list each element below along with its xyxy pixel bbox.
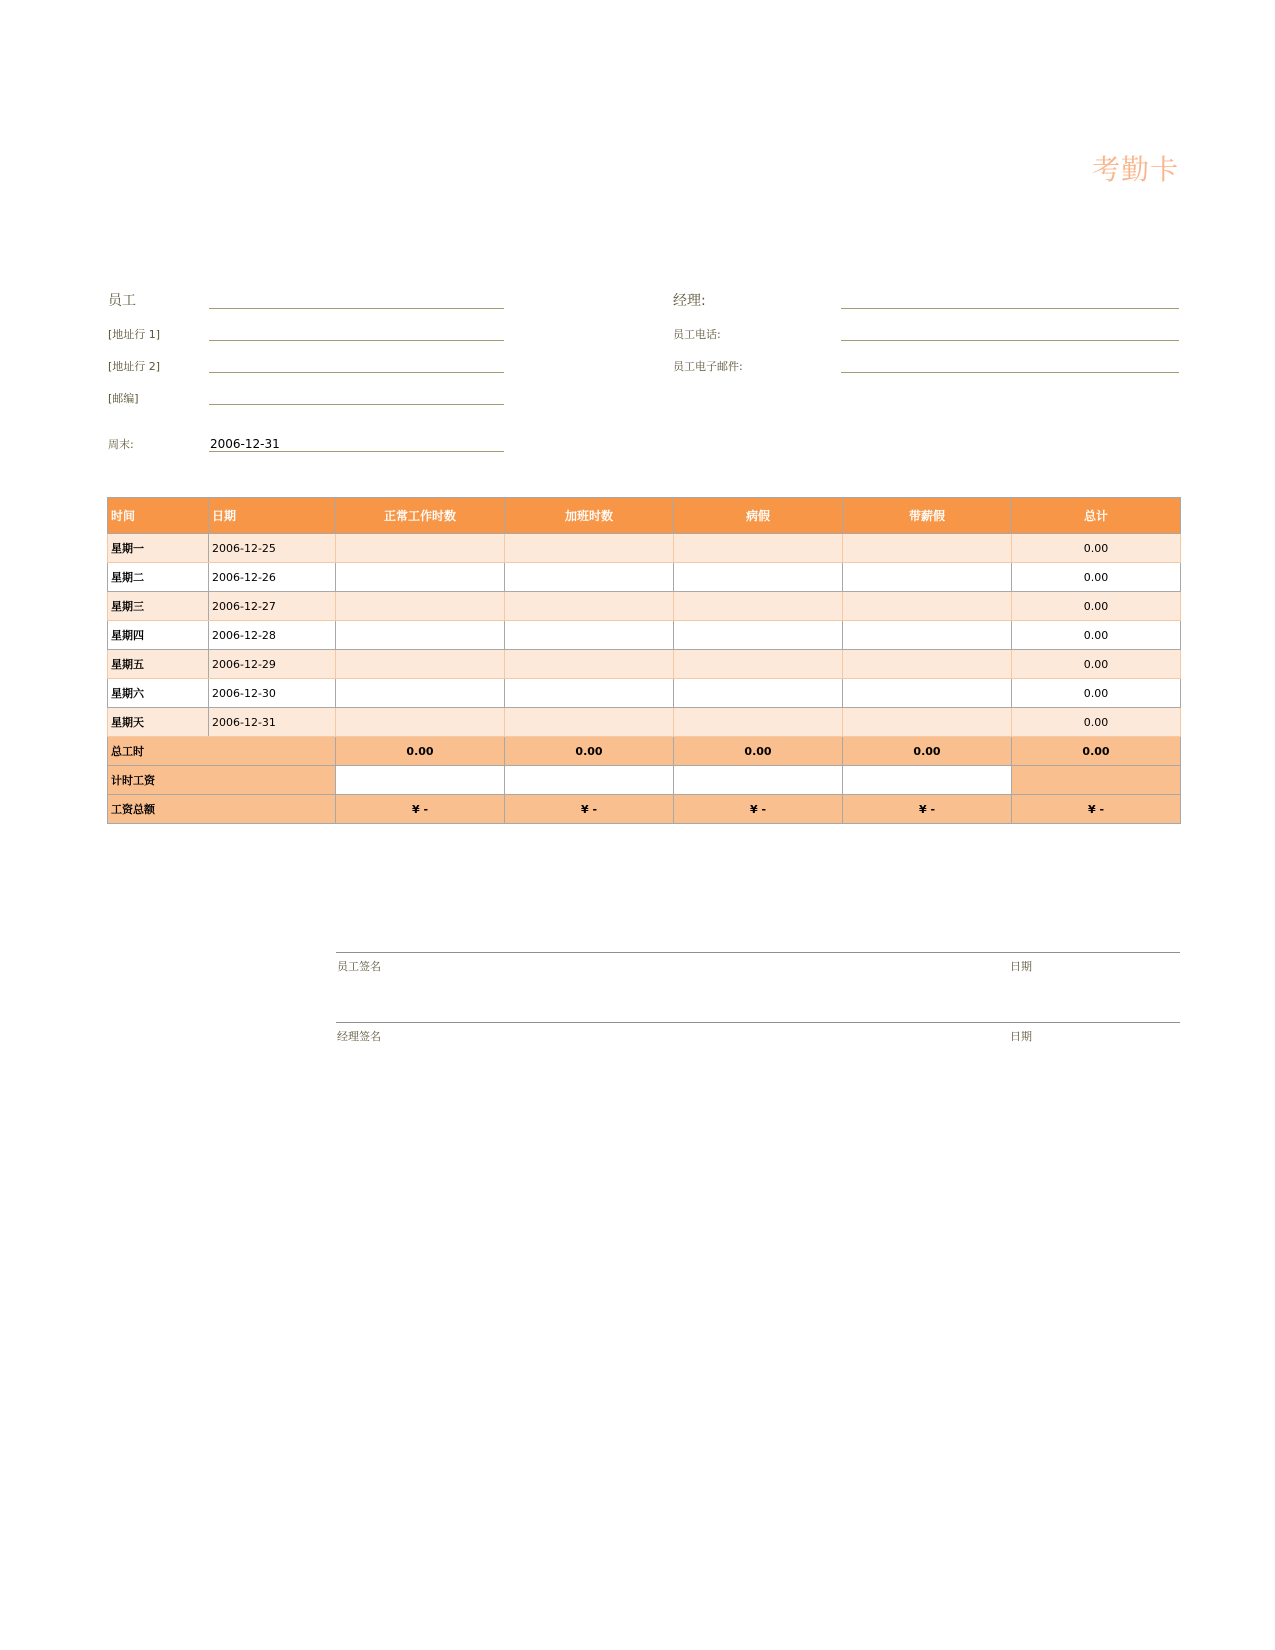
row-total-cell: 0.00 (1012, 563, 1181, 592)
table-row (108, 563, 1181, 592)
address2-field[interactable] (209, 372, 504, 373)
hourly-rate-label: 计时工资 (108, 766, 336, 795)
employee-field[interactable] (209, 308, 504, 309)
employee-signature-line[interactable] (336, 952, 1180, 953)
regular-hours-cell[interactable] (336, 534, 505, 563)
date-cell[interactable]: 2006-12-31 (209, 708, 336, 737)
day-cell: 星期天 (108, 708, 209, 737)
paid-leave-cell[interactable] (843, 708, 1012, 737)
overtime-cell[interactable] (505, 563, 674, 592)
phone-label: 员工电话: (673, 328, 721, 341)
table-row (108, 679, 1181, 708)
paid-leave-cell[interactable] (843, 650, 1012, 679)
sick-leave-cell[interactable] (674, 563, 843, 592)
row-total-cell: 0.00 (1012, 534, 1181, 563)
regular-hours-cell[interactable] (336, 621, 505, 650)
manager-date-label: 日期 (1010, 1030, 1032, 1043)
employee-date-label: 日期 (1010, 960, 1032, 973)
total-pay-row (108, 795, 1181, 824)
total-hours-row (108, 737, 1181, 766)
table-row (108, 621, 1181, 650)
total-regular-hours: 0.00 (336, 737, 505, 766)
paid-leave-cell[interactable] (843, 621, 1012, 650)
timesheet-table (107, 497, 1181, 824)
day-cell: 星期三 (108, 592, 209, 621)
overtime-cell[interactable] (505, 592, 674, 621)
manager-signature-line[interactable] (336, 1022, 1180, 1023)
rate-total-cell (1012, 766, 1181, 795)
regular-hours-cell[interactable] (336, 679, 505, 708)
regular-rate-cell[interactable] (336, 766, 505, 795)
address2-label: [地址行 2] (108, 360, 161, 373)
date-cell[interactable]: 2006-12-28 (209, 621, 336, 650)
employee-signature-label: 员工签名 (337, 960, 381, 973)
date-cell[interactable]: 2006-12-30 (209, 679, 336, 708)
address1-label: [地址行 1] (108, 328, 161, 341)
sick-leave-cell[interactable] (674, 708, 843, 737)
overtime-cell[interactable] (505, 621, 674, 650)
day-cell: 星期四 (108, 621, 209, 650)
sick-leave-cell[interactable] (674, 534, 843, 563)
address1-field[interactable] (209, 340, 504, 341)
table-row (108, 592, 1181, 621)
sick-rate-cell[interactable] (674, 766, 843, 795)
row-total-cell: 0.00 (1012, 650, 1181, 679)
regular-hours-cell[interactable] (336, 563, 505, 592)
grand-total-hours: 0.00 (1012, 737, 1181, 766)
date-cell[interactable]: 2006-12-29 (209, 650, 336, 679)
paid-leave-cell[interactable] (843, 563, 1012, 592)
day-cell: 星期一 (108, 534, 209, 563)
row-total-cell: 0.00 (1012, 708, 1181, 737)
total-overtime: 0.00 (505, 737, 674, 766)
employee-label: 员工 (108, 293, 136, 309)
paid-leave-pay: ¥ - (843, 795, 1012, 824)
manager-signature-label: 经理签名 (337, 1030, 381, 1043)
week-end-label: 周末: (108, 438, 134, 451)
row-total-cell: 0.00 (1012, 621, 1181, 650)
sick-leave-cell[interactable] (674, 650, 843, 679)
row-total-cell: 0.00 (1012, 679, 1181, 708)
overtime-rate-cell[interactable] (505, 766, 674, 795)
header-regular-hours: 正常工作时数 (336, 498, 505, 534)
header-date: 日期 (209, 498, 336, 534)
week-end-value[interactable]: 2006-12-31 (210, 437, 280, 451)
total-pay-label: 工资总额 (108, 795, 336, 824)
paid-leave-rate-cell[interactable] (843, 766, 1012, 795)
table-row (108, 650, 1181, 679)
sick-leave-cell[interactable] (674, 592, 843, 621)
header-time: 时间 (108, 498, 209, 534)
paid-leave-cell[interactable] (843, 679, 1012, 708)
paid-leave-cell[interactable] (843, 592, 1012, 621)
total-paid-leave: 0.00 (843, 737, 1012, 766)
overtime-cell[interactable] (505, 534, 674, 563)
overtime-cell[interactable] (505, 679, 674, 708)
page-title: 考勤卡 (1091, 153, 1179, 186)
paid-leave-cell[interactable] (843, 534, 1012, 563)
regular-hours-cell[interactable] (336, 592, 505, 621)
week-end-field[interactable] (209, 451, 504, 452)
zip-label: [邮编] (108, 392, 139, 405)
table-row (108, 708, 1181, 737)
date-cell[interactable]: 2006-12-26 (209, 563, 336, 592)
table-header-row (108, 498, 1181, 534)
day-cell: 星期六 (108, 679, 209, 708)
date-cell[interactable]: 2006-12-27 (209, 592, 336, 621)
sick-leave-cell[interactable] (674, 621, 843, 650)
grand-total-pay: ¥ - (1012, 795, 1181, 824)
manager-field[interactable] (841, 308, 1179, 309)
day-cell: 星期五 (108, 650, 209, 679)
day-cell: 星期二 (108, 563, 209, 592)
regular-hours-cell[interactable] (336, 708, 505, 737)
regular-hours-cell[interactable] (336, 650, 505, 679)
date-cell[interactable]: 2006-12-25 (209, 534, 336, 563)
total-hours-label: 总工时 (108, 737, 336, 766)
phone-field[interactable] (841, 340, 1179, 341)
hourly-rate-row (108, 766, 1181, 795)
table-row (108, 534, 1181, 563)
sick-pay: ¥ - (674, 795, 843, 824)
zip-field[interactable] (209, 404, 504, 405)
header-sick-leave: 病假 (674, 498, 843, 534)
email-label: 员工电子邮件: (673, 360, 743, 373)
header-total: 总计 (1012, 498, 1181, 534)
regular-pay: ¥ - (336, 795, 505, 824)
header-paid-leave: 带薪假 (843, 498, 1012, 534)
row-total-cell: 0.00 (1012, 592, 1181, 621)
overtime-cell[interactable] (505, 708, 674, 737)
overtime-cell[interactable] (505, 650, 674, 679)
manager-label: 经理: (673, 293, 706, 309)
total-sick-leave: 0.00 (674, 737, 843, 766)
overtime-pay: ¥ - (505, 795, 674, 824)
header-overtime: 加班时数 (505, 498, 674, 534)
email-field[interactable] (841, 372, 1179, 373)
sick-leave-cell[interactable] (674, 679, 843, 708)
